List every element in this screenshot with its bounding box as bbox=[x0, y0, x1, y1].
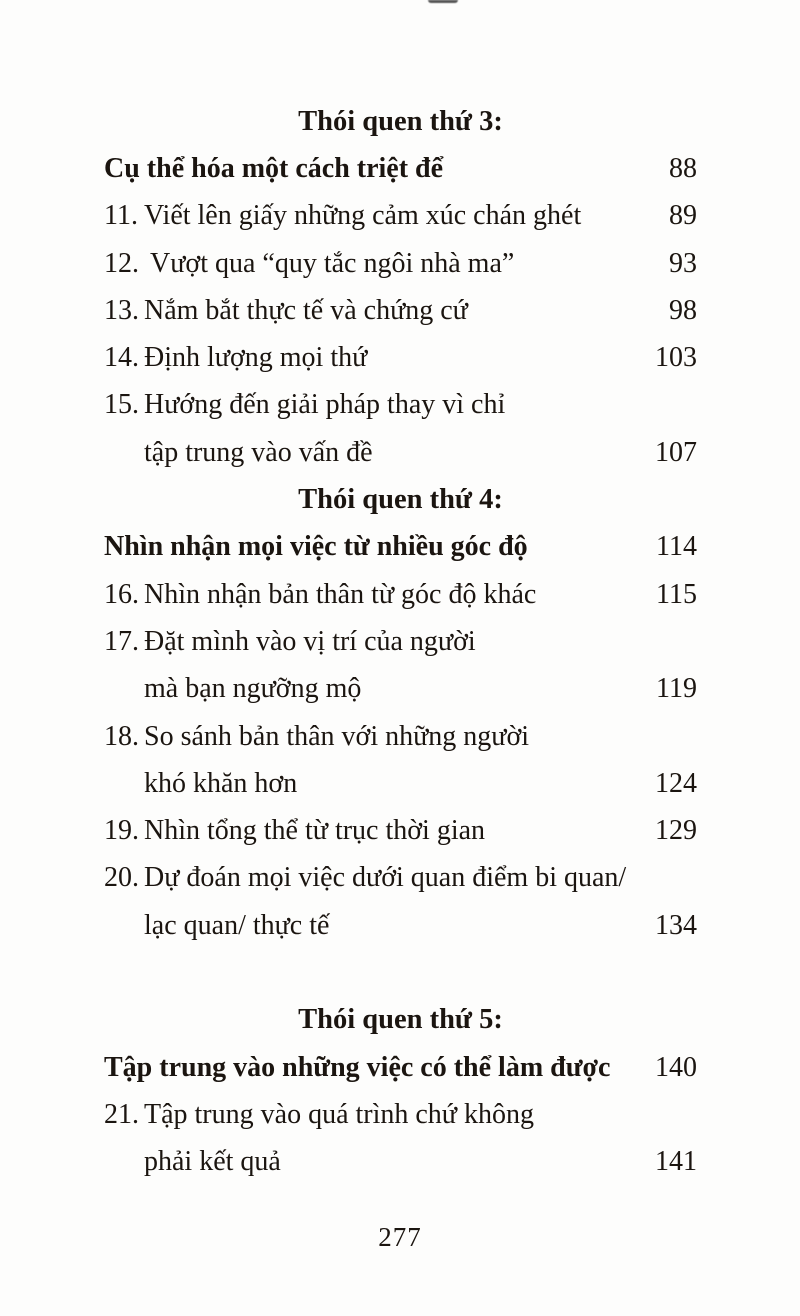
entry-title: Nắm bắt thực tế và chứng cứ bbox=[144, 294, 468, 326]
entry-number: 20. bbox=[104, 862, 139, 894]
toc-entry-row bbox=[104, 807, 697, 854]
entry-title: So sánh bản thân với những người bbox=[144, 720, 530, 752]
entry-page-number: 129 bbox=[655, 815, 697, 847]
toc-entry-row bbox=[104, 287, 697, 334]
toc-entry-row bbox=[104, 571, 697, 618]
entry-page-number: 119 bbox=[656, 673, 697, 705]
entry-number: 17. bbox=[104, 625, 139, 657]
entry-page-number: 103 bbox=[655, 342, 697, 374]
entry-title: Đặt mình vào vị trí của người bbox=[144, 625, 476, 657]
entry-title: Viết lên giấy những cảm xúc chán ghét bbox=[144, 200, 582, 232]
table-of-contents bbox=[104, 98, 697, 1186]
entry-page-number: 134 bbox=[655, 909, 697, 941]
entry-title: khó khăn hơn bbox=[144, 767, 298, 799]
scan-artifact-mark bbox=[428, 0, 458, 3]
entry-number: 14. bbox=[104, 342, 139, 374]
entry-number: 16. bbox=[104, 578, 139, 610]
entry-page-number: 114 bbox=[656, 531, 697, 563]
entry-page-number: 140 bbox=[655, 1051, 697, 1083]
section-title: Cụ thể hóa một cách triệt để bbox=[104, 152, 444, 184]
section-title: Nhìn nhận mọi việc từ nhiều góc độ bbox=[104, 531, 528, 563]
toc-entry-row bbox=[104, 382, 697, 429]
entry-title: lạc quan/ thực tế bbox=[144, 909, 330, 941]
entry-number: 19. bbox=[104, 815, 139, 847]
entry-title: tập trung vào vấn đề bbox=[144, 436, 373, 468]
entry-page-number: 141 bbox=[655, 1146, 697, 1178]
section-title-row bbox=[104, 1044, 697, 1091]
entry-page-number: 98 bbox=[669, 294, 697, 326]
toc-entry-continuation-row bbox=[104, 429, 697, 476]
entry-title: mà bạn ngưỡng mộ bbox=[144, 673, 362, 705]
toc-entry-row bbox=[104, 618, 697, 665]
section-heading: Thói quen thứ 4: bbox=[298, 484, 503, 516]
entry-page-number: 107 bbox=[655, 436, 697, 468]
entry-number: 11. bbox=[104, 200, 138, 232]
entry-title: Nhìn tổng thể từ trục thời gian bbox=[144, 815, 486, 847]
section-title: Tập trung vào những việc có thể làm được bbox=[104, 1051, 611, 1083]
entry-title: Định lượng mọi thứ bbox=[144, 342, 368, 374]
entry-page-number: 115 bbox=[656, 578, 697, 610]
blank-row bbox=[104, 949, 697, 996]
entry-title: Nhìn nhận bản thân từ góc độ khác bbox=[144, 578, 537, 610]
entry-number: 15. bbox=[104, 389, 139, 421]
entry-page-number: 88 bbox=[669, 152, 697, 184]
page-number-footer bbox=[0, 1222, 800, 1253]
section-heading-row bbox=[104, 997, 697, 1044]
entry-title: Vượt qua “quy tắc ngôi nhà ma” bbox=[150, 247, 515, 279]
entry-page-number: 124 bbox=[655, 767, 697, 799]
section-heading: Thói quen thứ 5: bbox=[298, 1004, 503, 1036]
entry-title: Hướng đến giải pháp thay vì chỉ bbox=[144, 389, 506, 421]
section-title-row bbox=[104, 145, 697, 192]
entry-title: Dự đoán mọi việc dưới quan điểm bi quan/ bbox=[144, 862, 627, 894]
entry-title: phải kết quả bbox=[144, 1146, 281, 1178]
entry-number: 18. bbox=[104, 720, 139, 752]
entry-number: 12. bbox=[104, 247, 139, 279]
toc-entry-row bbox=[104, 1091, 697, 1138]
section-heading-row bbox=[104, 476, 697, 523]
entry-number: 13. bbox=[104, 294, 139, 326]
toc-entry-continuation-row bbox=[104, 902, 697, 949]
entry-page-number: 89 bbox=[669, 200, 697, 232]
toc-entry-row bbox=[104, 334, 697, 381]
entry-number: 21. bbox=[104, 1098, 139, 1130]
toc-entry-row bbox=[104, 855, 697, 902]
toc-entry-row bbox=[104, 193, 697, 240]
entry-page-number: 93 bbox=[669, 247, 697, 279]
section-heading-row bbox=[104, 98, 697, 145]
section-title-row bbox=[104, 524, 697, 571]
toc-entry-continuation-row bbox=[104, 760, 697, 807]
entry-title: Tập trung vào quá trình chứ không bbox=[144, 1098, 534, 1130]
toc-entry-row bbox=[104, 240, 697, 287]
toc-entry-continuation-row bbox=[104, 666, 697, 713]
page-number: 277 bbox=[378, 1222, 422, 1252]
toc-entry-continuation-row bbox=[104, 1139, 697, 1186]
section-heading: Thói quen thứ 3: bbox=[298, 105, 503, 137]
toc-entry-row bbox=[104, 713, 697, 760]
